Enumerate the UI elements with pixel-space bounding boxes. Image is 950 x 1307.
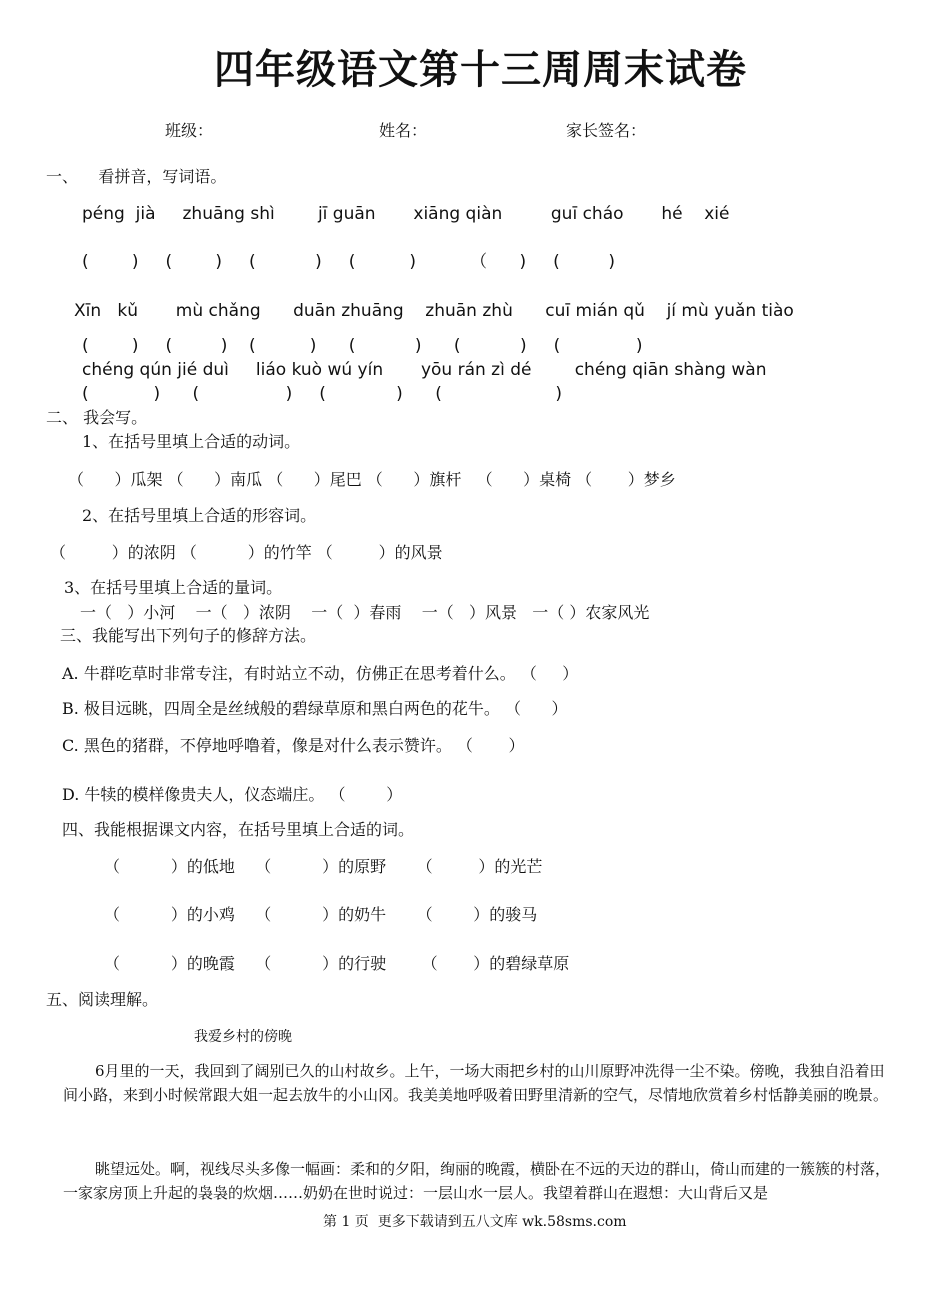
section-5-heading: 五、阅读理解。 <box>46 990 159 1009</box>
verb-fill-row: （ ）瓜架 （ ）南瓜 （ ）尾巴 （ ）旗杆 （ ）桌椅 （ ）梦乡 <box>68 470 676 489</box>
pinyin-row-3: chéng qún jié duì liáo kuò wú yín yōu rán zì dé chéng qiān shàng wàn <box>82 360 767 380</box>
section-2-heading: 二、 我会写。 <box>46 408 148 427</box>
section-4-heading: 四、我能根据课文内容，在括号里填上合适的词。 <box>62 820 415 839</box>
verb-question-label: 1、在括号里填上合适的动词。 <box>82 432 301 451</box>
page-footer: 第 1 页 更多下载请到五八文库 wk.58sms.com <box>323 1214 627 1230</box>
answer-brackets-row-2: ( ) ( ) ( ) ( ) ( ) ( ) <box>82 336 643 356</box>
parent-signature-label: 家长签名： <box>566 121 647 140</box>
rhetoric-item-d: D. 牛犊的模样像贵夫人，仪态端庄。 （ ） <box>62 785 403 804</box>
rhetoric-item-b: B. 极目远眺，四周全是丝绒般的碧绿草原和黑白两色的花牛。 （ ） <box>62 699 568 718</box>
passage-paragraph-1: 6月里的一天，我回到了阔别已久的山村故乡。上午，一场大雨把乡村的山川原野冲洗得一尘不染。傍晚，我独自沿着田间小路，来到小时候常跟大姐一起去放牛的小山冈。我美美地呼吸着田野里清新的空气，尽情地欣赏着乡村恬静美丽的晚景。 <box>63 1062 889 1104</box>
answer-brackets-row-1: ( ) ( ) ( ) ( ) （ ) ( ) <box>82 252 616 272</box>
adjective-fill-row: （ ）的浓阴 （ ）的竹竿 （ ）的风景 <box>50 543 443 562</box>
pinyin-row-2: Xīn kǔ mù chǎng duān zhuāng zhuān zhù cuī mián qǔ jí mù yuǎn tiào <box>74 301 794 321</box>
adjective-question-label: 2、在括号里填上合适的形容词。 <box>82 506 317 525</box>
text-fill-row-2: （ ）的小鸡 （ ）的奶牛 （ ）的骏马 <box>104 905 538 924</box>
pinyin-row-1: péng jià zhuāng shì jī guān xiāng qiàn guī cháo hé xié <box>82 204 730 224</box>
rhetoric-item-a: A. 牛群吃草时非常专注，有时站立不动，仿佛正在思考着什么。 （ ） <box>62 664 579 683</box>
text-fill-row-1: （ ）的低地 （ ）的原野 （ ）的光芒 <box>104 857 543 876</box>
measure-word-fill-row: 一（ ）小河 一（ ）浓阴 一（ ）春雨 一（ ）风景 一（ ）农家风光 <box>80 603 650 622</box>
measure-word-question-label: 3、在括号里填上合适的量词。 <box>64 578 283 597</box>
page-title: 四年级语文第十三周周末试卷 <box>214 46 747 93</box>
rhetoric-item-c: C. 黑色的猪群，不停地呼噜着，像是对什么表示赞许。 （ ） <box>62 736 525 755</box>
answer-brackets-row-3: ( ) ( ) ( ) ( ) <box>82 384 562 404</box>
section-1-heading: 一、 看拼音，写词语。 <box>46 167 227 186</box>
passage-paragraph-2: 眺望远处。啊，视线尽头多像一幅画：柔和的夕阳，绚丽的晚霞，横卧在不远的天边的群山，倚山而建的一簇簇的村落，一家家房顶上升起的袅袅的炊烟……奶奶在世时说过：一层山水一层人。我望着群山在遐想：大山背后又是 <box>63 1160 891 1202</box>
section-3-heading: 三、我能写出下列句子的修辞方法。 <box>60 626 317 645</box>
text-fill-row-3: （ ）的晚霞 （ ）的行驶 （ ）的碧绿草原 <box>104 954 570 973</box>
name-field-label: 姓名： <box>379 121 428 140</box>
class-field-label: 班级： <box>165 121 214 140</box>
passage-title: 我爱乡村的傍晚 <box>194 1029 292 1045</box>
